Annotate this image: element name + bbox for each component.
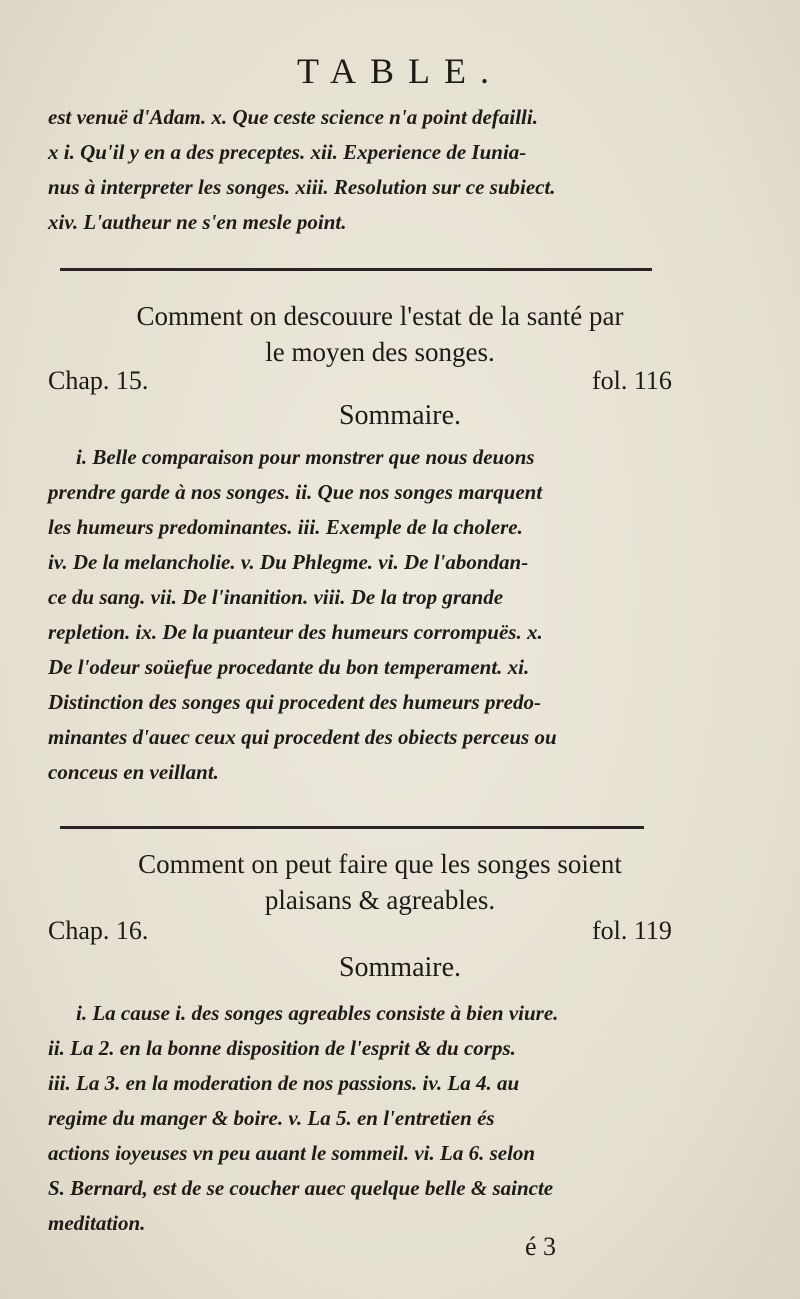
chapter-16-number: Chap. 16. xyxy=(48,916,149,945)
intro-text xyxy=(48,100,698,240)
intro-line: nus à interpreter les songes. xiii. Resolution sur ce subiect. xyxy=(48,175,556,199)
chapter-16-sommaire: Sommaire. xyxy=(338,952,462,983)
summary-line: conceus en veillant. xyxy=(48,760,219,784)
summary-line: Distinction des songes qui procedent des humeurs predo- xyxy=(48,690,541,714)
summary-line: les humeurs predominantes. iii. Exemple de la cholere. xyxy=(48,515,523,539)
summary-line: i. La cause i. des songes agreables consiste à bien viure. xyxy=(76,1001,559,1025)
summary-line: i. Belle comparaison pour monstrer que nous deuons xyxy=(76,445,535,469)
intro-line: est venuë d'Adam. x. Que ceste science n'a point defailli. xyxy=(48,105,538,129)
chapter-15-folio: fol. 116 xyxy=(592,366,672,395)
chapter-16-summary xyxy=(48,996,688,1241)
chapter-15-summary xyxy=(48,440,688,790)
summary-line: iv. De la melancholie. v. Du Phlegme. vi. De l'abondan- xyxy=(48,550,529,574)
summary-line: prendre garde à nos songes. ii. Que nos songes marquent xyxy=(48,480,543,504)
summary-line: regime du manger & boire. v. La 5. en l'entretien és xyxy=(48,1106,495,1130)
chapter-15-title xyxy=(55,298,705,370)
chapter-title-line: Comment on descouure l'estat de la santé par xyxy=(136,301,624,331)
intro-line: x i. Qu'il y en a des preceptes. xii. Experience de Iunia- xyxy=(48,140,527,164)
signature-mark: é 3 xyxy=(525,1232,557,1261)
chapter-15-sommaire: Sommaire. xyxy=(338,400,462,431)
summary-line: meditation. xyxy=(48,1211,146,1235)
summary-line: iii. La 3. en la moderation de nos passions. iv. La 4. au xyxy=(48,1071,520,1095)
chapter-15-number: Chap. 15. xyxy=(48,366,149,395)
section-rule xyxy=(60,826,644,829)
summary-line: ce du sang. vii. De l'inanition. viii. De la trop grande xyxy=(48,585,504,609)
intro-line: xiv. L'autheur ne s'en mesle point. xyxy=(48,210,347,234)
summary-line: ii. La 2. en la bonne disposition de l'esprit & du corps. xyxy=(48,1036,516,1060)
chapter-16-folio: fol. 119 xyxy=(592,916,672,945)
section-rule xyxy=(60,268,652,271)
chapter-16-title xyxy=(55,846,705,918)
chapter-title-line: Comment on peut faire que les songes soient xyxy=(138,849,622,879)
summary-line: actions ioyeuses vn peu auant le sommeil. vi. La 6. selon xyxy=(48,1141,536,1165)
summary-line: repletion. ix. De la puanteur des humeurs corrompuës. x. xyxy=(48,620,543,644)
summary-line: De l'odeur soüefue procedante du bon temperament. xi. xyxy=(48,655,530,679)
chapter-title-line: plaisans & agreables. xyxy=(264,885,496,915)
chapter-title-line: le moyen des songes. xyxy=(265,337,495,367)
summary-line: minantes d'auec ceux qui procedent des obiects perceus ou xyxy=(48,725,557,749)
running-head: TABLE. xyxy=(296,51,504,91)
summary-line: S. Bernard, est de se coucher auec quelque belle & saincte xyxy=(48,1176,554,1200)
